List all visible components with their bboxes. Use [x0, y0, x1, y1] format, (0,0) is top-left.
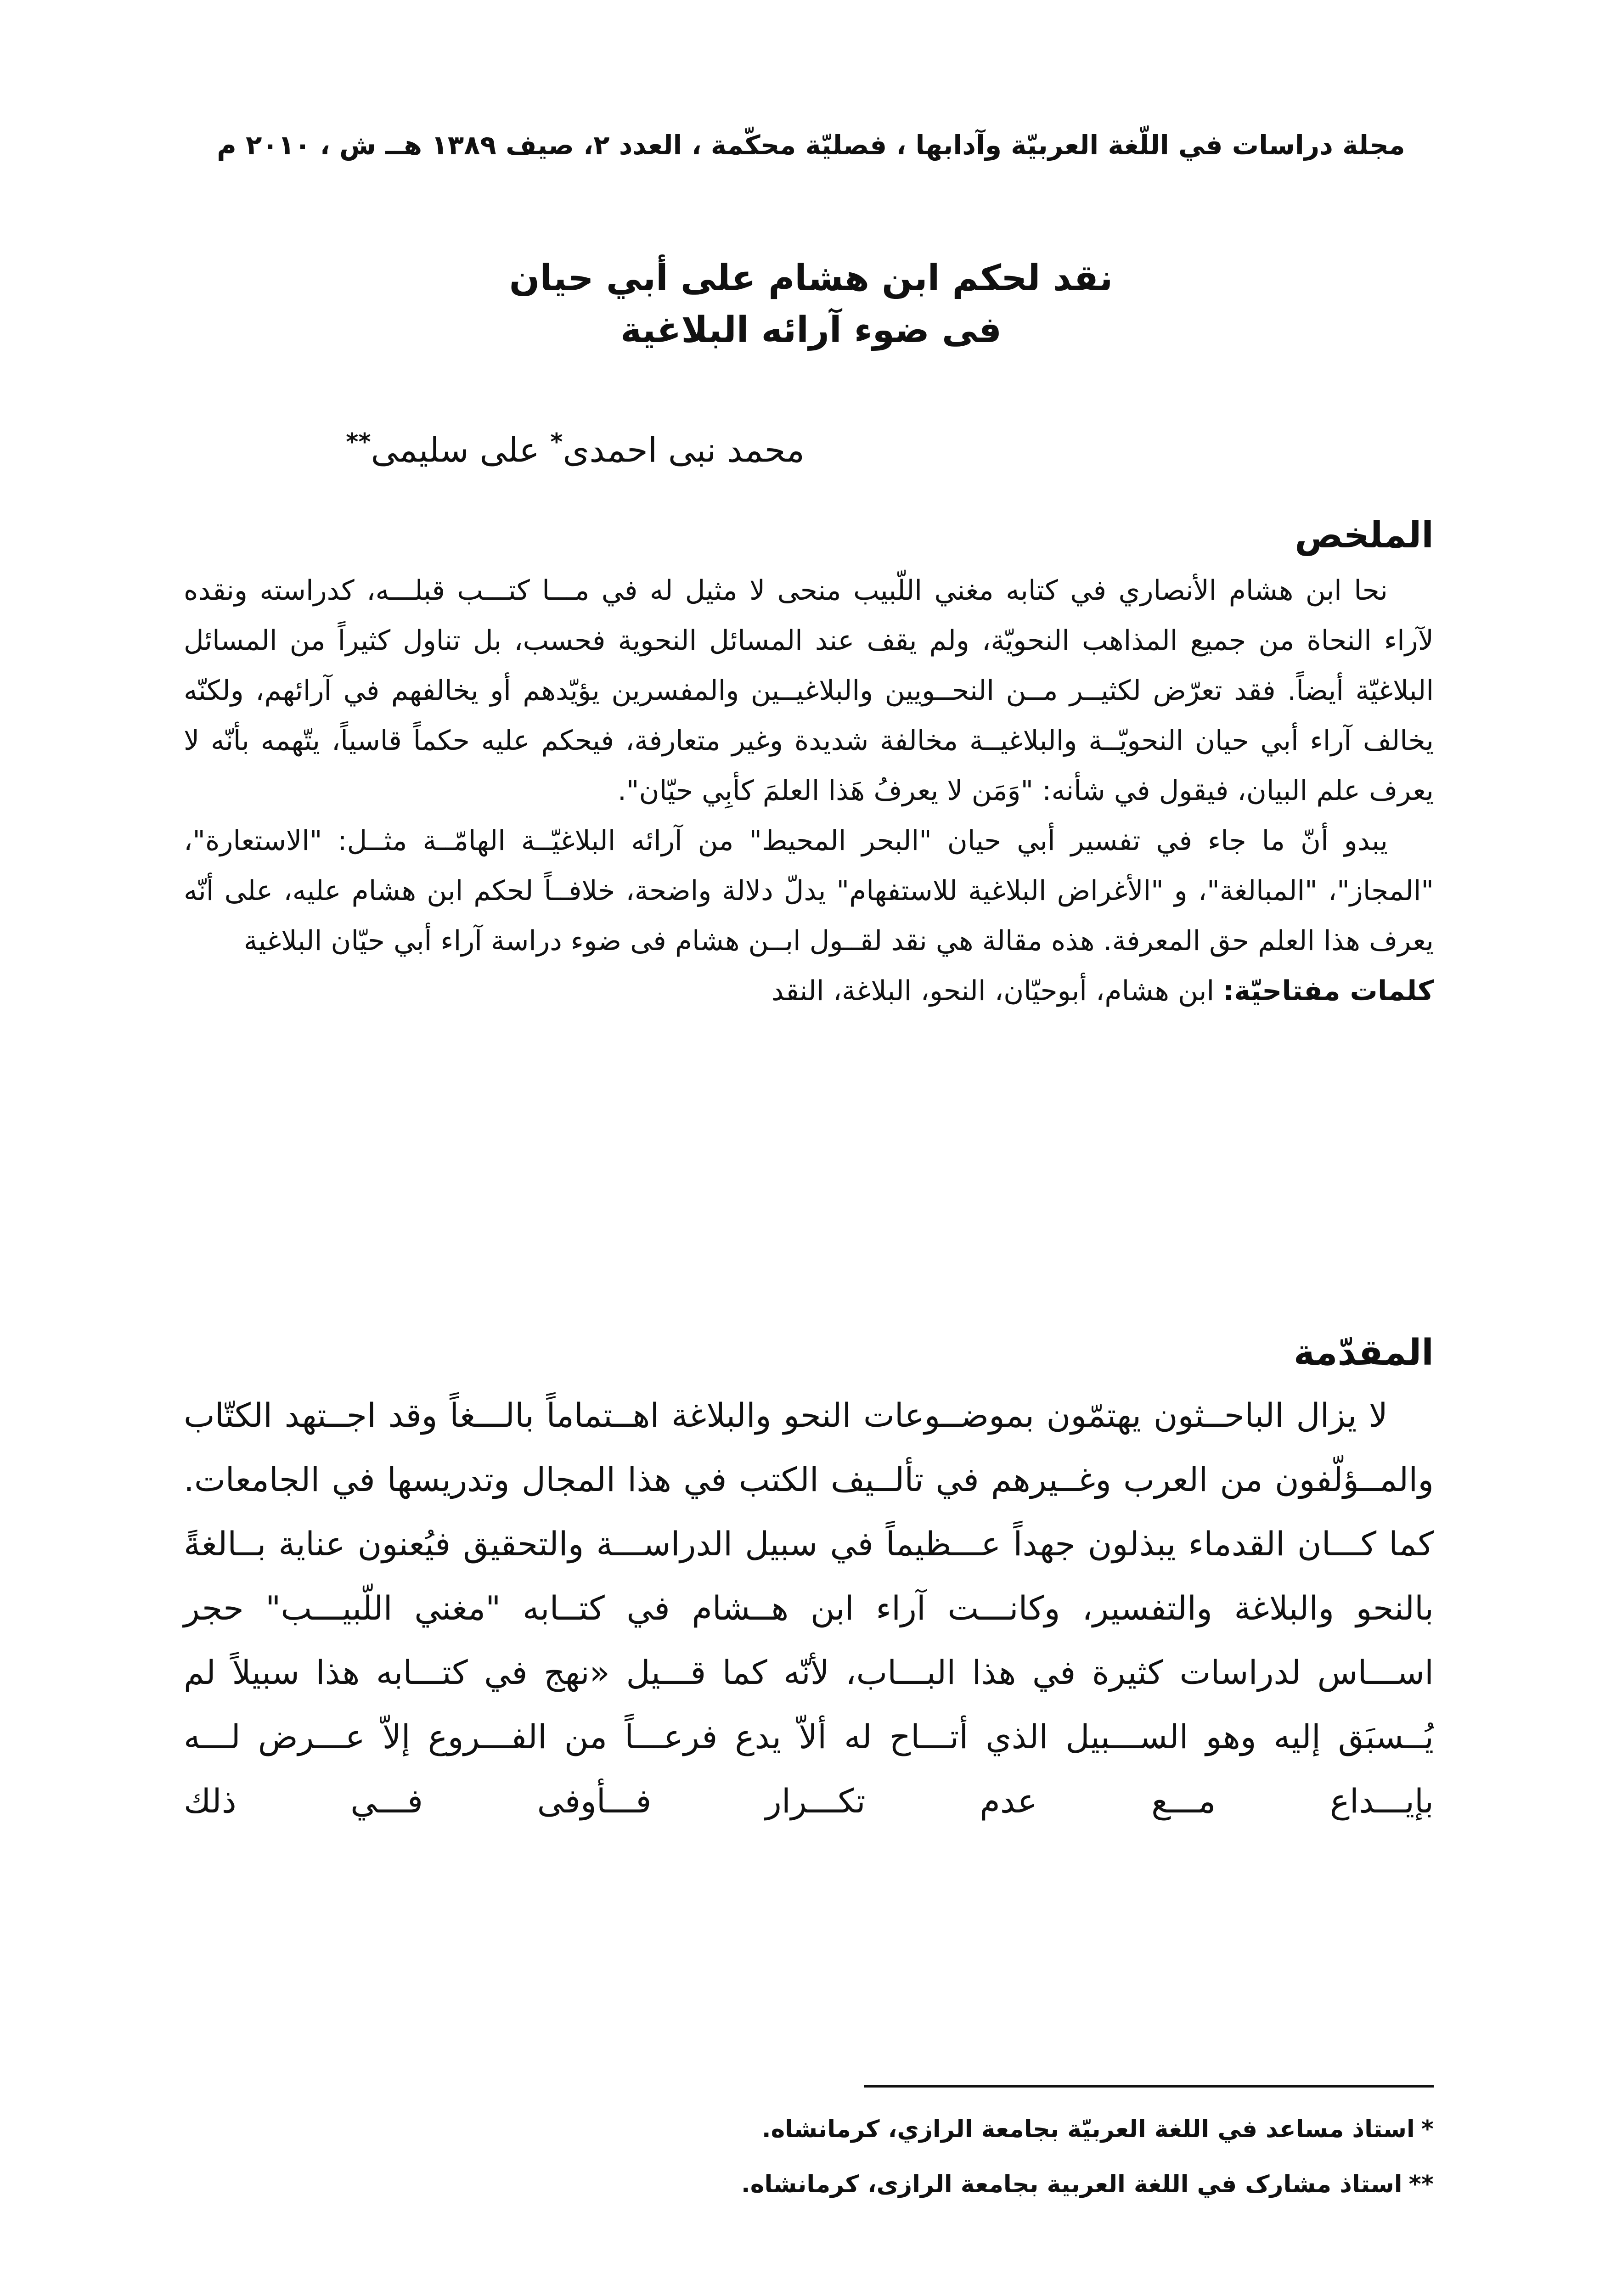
- footnotes: [551, 2115, 1434, 2225]
- footnote-text-1: استاذ مساعد في اللغة العربيّة بجامعة الرازي، كرمانشاه.: [761, 2116, 1415, 2143]
- footnote-mark-1: *: [1421, 2116, 1434, 2143]
- title-line-1: نقد لحكم ابن هشام على أبي حيان: [509, 258, 1113, 299]
- footnote-mark-2: **: [1408, 2171, 1434, 2198]
- introduction-paragraph-1: لا يزال الباحــثون يهتمّون بموضــوعات النحو والبلاغة اهــتماماً بالـــغاً وقد اجــتهد الكتّاب والمــؤلّفون من العرب وغــيرهم في تألــيف الكتب في هذا المجال وتدريسها في الجامعات. كما كـــان القدماء يبذلون جهداً عـــظيماً في سبيل الدراســـة والتحقيق فيُعنون عناية بــالغةً بالنحو والبلاغة والتفسير، وكانـــت آراء ابن هــشام في كتــابه "مغني اللّبيـــب" حجر اســـاس لدراسات كثيرة في هذا البـــاب، لأنّه كما قـــيل «نهج في كتـــابه هذا سبيلاً لم يُــسبَق إليه وهو الســـبيل الذي أتـــاح له ألاّ يدع فرعـــاً من الفـــروع إلاّ عـــرض لـــه بإيـــداع مـــع عدم تكـــرار فـــأوفى فـــي ذلك: [184, 1396, 1434, 1820]
- footnote-text-2: استاذ مشارک في اللغة العربية بجامعة الرازى، كرمانشاه.: [741, 2171, 1402, 2198]
- abstract-paragraph-2: يبدو أنّ ما جاء في تفسير أبي حيان "البحر المحيط" من آرائه البلاغيّــة الهامّــة مثــل: "الاستعارة"، "المجاز"، "المبالغة"، و "الأغراض البلاغية للاستفهام" يدلّ دلالة واضحة، خلافــاً لحكم ابن هشام عليه، على أنّه يعرف هذا العلم حق المعرفة. هذه مقالة هي نقد لقــول ابــن هشام فى ضوء دراسة آراء أبي حيّان البلاغية: [184, 825, 1434, 957]
- author-mark-2: **: [346, 428, 371, 456]
- author-list: [162, 427, 805, 473]
- abstract-heading: الملخص: [1295, 515, 1434, 556]
- footnote-1: [551, 2115, 1434, 2144]
- introduction-heading: المقدّمة: [1293, 1332, 1434, 1373]
- introduction-body: [184, 1383, 1434, 1833]
- keywords-label: كلمات مفتاحيّة:: [1223, 975, 1434, 1007]
- abstract-body: [184, 566, 1434, 1016]
- abstract-paragraph-1: نحا ابن هشام الأنصاري في كتابه مغني اللّبيب منحى لا مثيل له في مـــا كتـــب قبلـــه، كدراسته ونقده لآراء النحاة من جميع المذاهب النحويّة، ولم يقف عند المسائل النحوية فحسب، بل تناول كثيراً من المسائل البلاغيّة أيضاً. فقد تعرّض لكثيــر مــن النحــويين والبلاغيــين والمفسرين يؤيّدهم أو يخالفهم في آرائهم، ولكنّه يخالف آراء أبي حيان النحويّــة والبلاغيــة مخالفة شديدة وغير متعارفة، فيحكم عليه حكماً قاسياً، يتّهمه بأنّه لا يعرف علم البيان، فيقول في شأنه: "وَمَن لا يعرفُ هَذا العلمَ كأبِي حيّان".: [184, 574, 1434, 807]
- author-name-2: على سليمى: [371, 430, 540, 470]
- journal-header: مجلة دراسات في اللّغة العربيّة وآدابها ، فصليّة محكّمة ، العدد ٢، صيف ١٣٨٩ هــ ش ، ٢٠١٠ م: [217, 129, 1405, 161]
- author-mark-1: *: [550, 428, 563, 456]
- author-name-1: محمد نبى احمدى: [563, 430, 805, 470]
- keywords: [184, 966, 1434, 1016]
- keywords-value: ابن هشام، أبوحيّان، النحو، البلاغة، النقد: [771, 975, 1223, 1007]
- title-line-2: فى ضوء آرائه البلاغية: [620, 310, 1002, 351]
- article-title: [230, 253, 1392, 356]
- footnote-2: [551, 2170, 1434, 2200]
- footnote-divider: [864, 2085, 1434, 2088]
